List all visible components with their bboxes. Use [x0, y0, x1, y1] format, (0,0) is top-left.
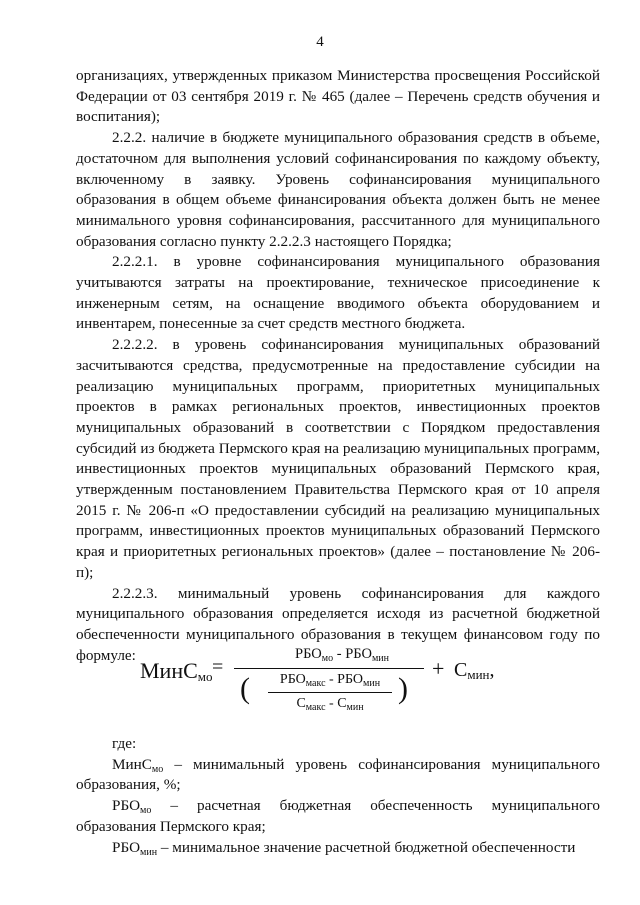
formula-lhs: МинС$_{мо}$ — [140, 658, 213, 684]
formula-plus: + — [432, 656, 445, 681]
inner-denominator: $С_{макс} - С_{мин}$ — [296, 696, 364, 713]
definition-item: МинС$_{мо}$ – минимальный уровень софинансирования муниципального образования, %; — [76, 755, 600, 794]
formula — [0, 646, 640, 726]
inner-fraction-bar — [268, 692, 392, 693]
definitions — [76, 734, 600, 858]
paragraph: 2.2.2. наличие в бюджете муниципального образования средств в объеме, достаточном для выполнения условий софинансирования по каждому объекту, включенному в заявку. Уровень софинансирования муниципального образования в общем объеме финансирования объекта должен быть не менее минимального уровня софинансирования, рассчитанного для муниципального образования согласно пункту 2.2.2.3 настоящего Порядка; — [76, 129, 600, 250]
inner-numerator: $РБО_{макс} - РБО_{мин}$ — [279, 672, 381, 689]
paragraph: 2.2.2.3. минимальный уровень софинансирования для каждого муниципального образования определяется исходя из расчетной бюджетной обеспеченности муниципального образования в текущем финансовом году по формуле: — [76, 584, 600, 664]
formula-numerator: $РБО_{мо} - РБО_{мин}$ — [295, 646, 389, 664]
right-paren: ) — [398, 672, 408, 705]
fraction-bar — [234, 668, 424, 669]
formula-rhs: $С_{мин}$, — [454, 659, 495, 682]
page-number: 4 — [316, 34, 324, 50]
definitions-intro: где: — [112, 735, 137, 752]
definition-item: $РБО_{мин}$ – минимальное значение расчетной бюджетной обеспеченности — [112, 838, 576, 858]
body-text — [76, 66, 600, 666]
paragraph: 2.2.2.1. в уровне софинансирования муниципального образования учитываются затраты на проектирование, техническое присоединение к инженерным сетям, на оснащение вводимого объекта оборудованием и инвентарем, понесенные за счет средств местного бюджета. — [76, 253, 600, 333]
paragraph: 2.2.2.2. в уровень софинансирования муниципальных образований засчитываются средства, предусмотренные на предоставление субсидии на реализацию муниципальных программ, приоритетных муниципальных проектов в рамках региональных проектов, инвестиционных проектов муниципальных образований в соответствии с Порядком предоставления субсидий из бюджета Пермского края на реализацию муниципальных программ, инвестиционных проектов муниципальных образований Пермского края, утвержденным постановлением Правительства Пермского края от 10 апреля 2015 г. № 206-п «О предоставлении субсидий на реализацию муниципальных программ, инвестиционных проектов муниципальных образований Пермского края и приоритетных региональных проектов» (далее – постановление № 206-п); — [76, 336, 600, 581]
definition-item: $РБО_{мо}$ – расчетная бюджетная обеспеченность муниципального образования Пермского края; — [76, 797, 600, 835]
paragraph: организациях, утвержденных приказом Министерства просвещения Российской Федерации от 03 сентября 2019 г. № 465 (далее – Перечень средств обучения и воспитания); — [76, 67, 600, 126]
left-paren: ( — [240, 672, 250, 705]
formula-equals: = — [212, 656, 224, 678]
